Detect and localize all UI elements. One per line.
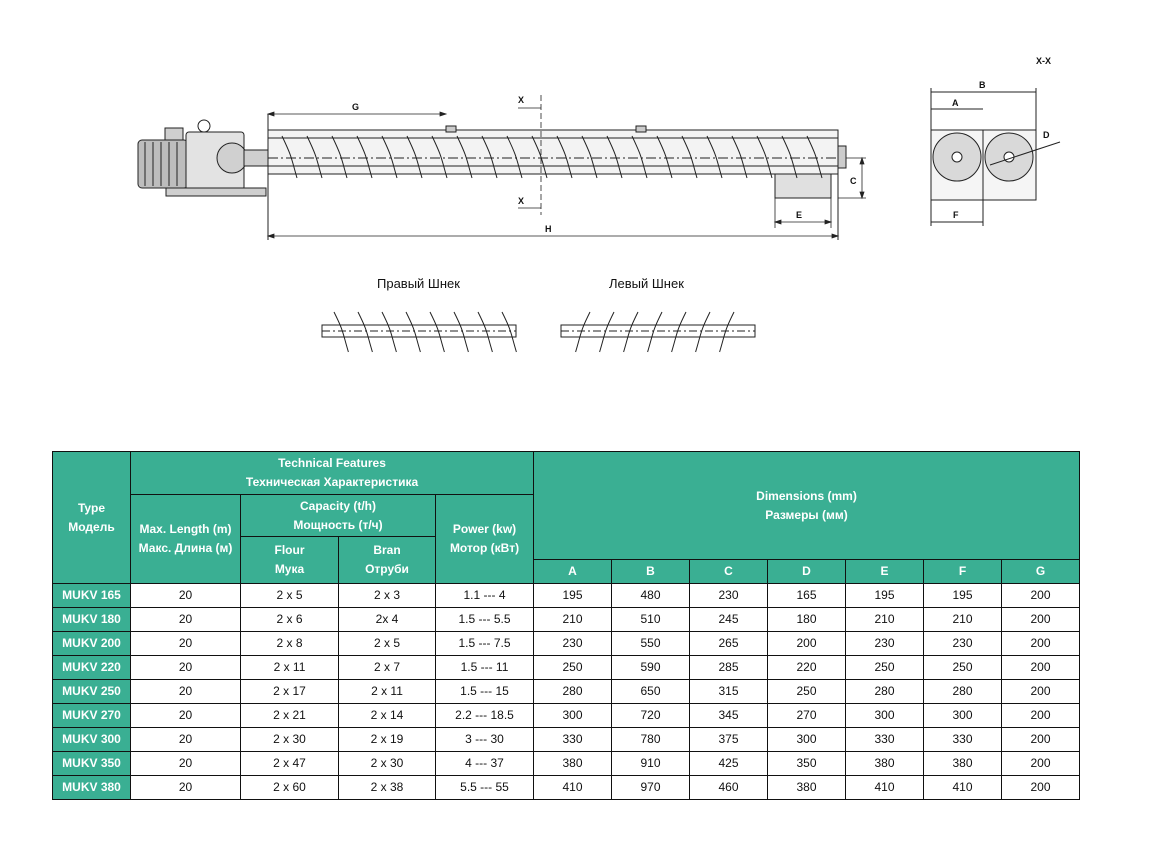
table-row xyxy=(53,584,1080,608)
table-cell: 2 x 17 xyxy=(241,680,339,704)
table-cell: 350 xyxy=(768,752,846,776)
table-cell: 200 xyxy=(1002,704,1080,728)
dim-f-label: F xyxy=(953,210,959,220)
table-cell: 280 xyxy=(846,680,924,704)
table-cell: 410 xyxy=(924,776,1002,800)
model-cell: MUKV 380 xyxy=(53,776,131,800)
table-row xyxy=(53,704,1080,728)
table-cell: 2 x 38 xyxy=(339,776,436,800)
table-cell: 230 xyxy=(534,632,612,656)
table-cell: 330 xyxy=(924,728,1002,752)
section-x-top-label: X xyxy=(518,95,525,105)
table-cell: 210 xyxy=(924,608,1002,632)
table-cell: 280 xyxy=(534,680,612,704)
table-cell: 20 xyxy=(131,704,241,728)
table-cell: 315 xyxy=(690,680,768,704)
table-cell: 270 xyxy=(768,704,846,728)
table-cell: 20 xyxy=(131,728,241,752)
table-cell: 425 xyxy=(690,752,768,776)
table-cell: 780 xyxy=(612,728,690,752)
dim-d-label: D xyxy=(1043,130,1050,140)
table-cell: 2.2 --- 18.5 xyxy=(436,704,534,728)
trough-body xyxy=(268,114,846,240)
model-cell: MUKV 165 xyxy=(53,584,131,608)
table-cell: 20 xyxy=(131,776,241,800)
table-cell: 2 x 19 xyxy=(339,728,436,752)
dim-g-label: G xyxy=(352,102,360,112)
right-screw-flights xyxy=(334,312,516,352)
table-cell: 4 --- 37 xyxy=(436,752,534,776)
right-screw-title: Правый Шнек xyxy=(377,276,460,291)
dim-col-f: F xyxy=(924,560,1002,584)
table-cell: 510 xyxy=(612,608,690,632)
table-cell: 230 xyxy=(846,632,924,656)
dim-col-g: G xyxy=(1002,560,1080,584)
table-cell: 20 xyxy=(131,752,241,776)
bran-header: Bran Отруби xyxy=(339,537,436,584)
section-x-bottom-label: X xyxy=(518,196,525,206)
table-cell: 590 xyxy=(612,656,690,680)
table-cell: 245 xyxy=(690,608,768,632)
table-row xyxy=(53,632,1080,656)
table-cell: 380 xyxy=(534,752,612,776)
table-cell: 650 xyxy=(612,680,690,704)
left-screw-flights xyxy=(576,312,734,352)
dim-col-e: E xyxy=(846,560,924,584)
power-header: Power (kw) Мотор (кВт) xyxy=(436,495,534,584)
table-cell: 265 xyxy=(690,632,768,656)
table-cell: 480 xyxy=(612,584,690,608)
model-cell: MUKV 200 xyxy=(53,632,131,656)
dim-col-d: D xyxy=(768,560,846,584)
table-row xyxy=(53,656,1080,680)
table-cell: 20 xyxy=(131,584,241,608)
table-cell: 2 x 7 xyxy=(339,656,436,680)
table-cell: 410 xyxy=(534,776,612,800)
model-cell: MUKV 220 xyxy=(53,656,131,680)
dim-h-label: H xyxy=(545,224,552,234)
table-row xyxy=(53,752,1080,776)
table-cell: 195 xyxy=(924,584,1002,608)
table-cell: 2 x 47 xyxy=(241,752,339,776)
table-cell: 195 xyxy=(846,584,924,608)
table-cell: 910 xyxy=(612,752,690,776)
table-cell: 165 xyxy=(768,584,846,608)
table-cell: 1.5 --- 7.5 xyxy=(436,632,534,656)
max-length-header: Max. Length (m) Макс. Длина (м) xyxy=(131,495,241,584)
table-cell: 250 xyxy=(534,656,612,680)
spec-table xyxy=(52,451,1080,800)
table-cell: 2 x 5 xyxy=(241,584,339,608)
dim-a-label: A xyxy=(952,98,959,108)
model-cell: MUKV 180 xyxy=(53,608,131,632)
table-cell: 5.5 --- 55 xyxy=(436,776,534,800)
table-cell: 1.5 --- 5.5 xyxy=(436,608,534,632)
dimensions-header: Dimensions (mm) Размеры (мм) xyxy=(534,452,1080,560)
table-cell: 2 x 11 xyxy=(339,680,436,704)
table-cell: 300 xyxy=(534,704,612,728)
table-cell: 300 xyxy=(768,728,846,752)
table-cell: 380 xyxy=(924,752,1002,776)
table-cell: 2 x 14 xyxy=(339,704,436,728)
table-cell: 410 xyxy=(846,776,924,800)
capacity-header: Capacity (t/h) Мощность (т/ч) xyxy=(241,495,436,537)
model-cell: MUKV 250 xyxy=(53,680,131,704)
motor-gearbox xyxy=(138,120,268,196)
table-cell: 330 xyxy=(846,728,924,752)
table-cell: 345 xyxy=(690,704,768,728)
table-cell: 330 xyxy=(534,728,612,752)
table-cell: 2 x 8 xyxy=(241,632,339,656)
right-screw-sketch xyxy=(322,325,516,337)
table-cell: 210 xyxy=(846,608,924,632)
table-cell: 250 xyxy=(768,680,846,704)
table-cell: 1.5 --- 11 xyxy=(436,656,534,680)
table-cell: 2x 4 xyxy=(339,608,436,632)
left-screw-title: Левый Шнек xyxy=(609,276,684,291)
table-cell: 200 xyxy=(1002,656,1080,680)
table-cell: 970 xyxy=(612,776,690,800)
table-cell: 20 xyxy=(131,656,241,680)
table-cell: 2 x 30 xyxy=(241,728,339,752)
model-cell: MUKV 300 xyxy=(53,728,131,752)
table-cell: 200 xyxy=(1002,632,1080,656)
model-cell: MUKV 270 xyxy=(53,704,131,728)
table-cell: 300 xyxy=(846,704,924,728)
table-row xyxy=(53,728,1080,752)
table-cell: 300 xyxy=(924,704,1002,728)
table-cell: 2 x 3 xyxy=(339,584,436,608)
model-cell: MUKV 350 xyxy=(53,752,131,776)
table-cell: 200 xyxy=(1002,728,1080,752)
table-cell: 195 xyxy=(534,584,612,608)
table-cell: 2 x 5 xyxy=(339,632,436,656)
dim-col-b: B xyxy=(612,560,690,584)
type-header: Type Модель xyxy=(53,452,131,584)
section-xx-label: X-X xyxy=(1036,56,1052,66)
table-cell: 20 xyxy=(131,608,241,632)
table-cell: 210 xyxy=(534,608,612,632)
table-cell: 1.5 --- 15 xyxy=(436,680,534,704)
dim-c-label: C xyxy=(850,176,857,186)
table-cell: 2 x 11 xyxy=(241,656,339,680)
table-cell: 200 xyxy=(1002,680,1080,704)
table-cell: 3 --- 30 xyxy=(436,728,534,752)
table-cell: 285 xyxy=(690,656,768,680)
table-cell: 250 xyxy=(846,656,924,680)
table-cell: 720 xyxy=(612,704,690,728)
dim-b-label: B xyxy=(979,80,986,90)
table-cell: 280 xyxy=(924,680,1002,704)
table-cell: 180 xyxy=(768,608,846,632)
table-cell: 1.1 --- 4 xyxy=(436,584,534,608)
table-cell: 20 xyxy=(131,680,241,704)
table-cell: 2 x 21 xyxy=(241,704,339,728)
table-cell: 460 xyxy=(690,776,768,800)
table-row xyxy=(53,680,1080,704)
dim-col-c: C xyxy=(690,560,768,584)
table-cell: 200 xyxy=(1002,752,1080,776)
table-cell: 2 x 30 xyxy=(339,752,436,776)
table-cell: 2 x 60 xyxy=(241,776,339,800)
table-cell: 230 xyxy=(924,632,1002,656)
table-cell: 200 xyxy=(1002,776,1080,800)
table-cell: 375 xyxy=(690,728,768,752)
dim-col-a: A xyxy=(534,560,612,584)
table-row xyxy=(53,608,1080,632)
table-cell: 230 xyxy=(690,584,768,608)
table-cell: 200 xyxy=(768,632,846,656)
table-cell: 200 xyxy=(1002,608,1080,632)
table-cell: 2 x 6 xyxy=(241,608,339,632)
dim-e-label: E xyxy=(796,210,803,220)
table-cell: 380 xyxy=(768,776,846,800)
spec-table-body xyxy=(53,584,1080,800)
table-cell: 220 xyxy=(768,656,846,680)
table-cell: 380 xyxy=(846,752,924,776)
table-row xyxy=(53,776,1080,800)
table-cell: 250 xyxy=(924,656,1002,680)
technical-features-header: Technical Features Техническая Характеристика xyxy=(131,452,534,495)
table-cell: 200 xyxy=(1002,584,1080,608)
table-cell: 20 xyxy=(131,632,241,656)
cross-section xyxy=(931,88,1060,226)
flour-header: Flour Мука xyxy=(241,537,339,584)
table-cell: 550 xyxy=(612,632,690,656)
